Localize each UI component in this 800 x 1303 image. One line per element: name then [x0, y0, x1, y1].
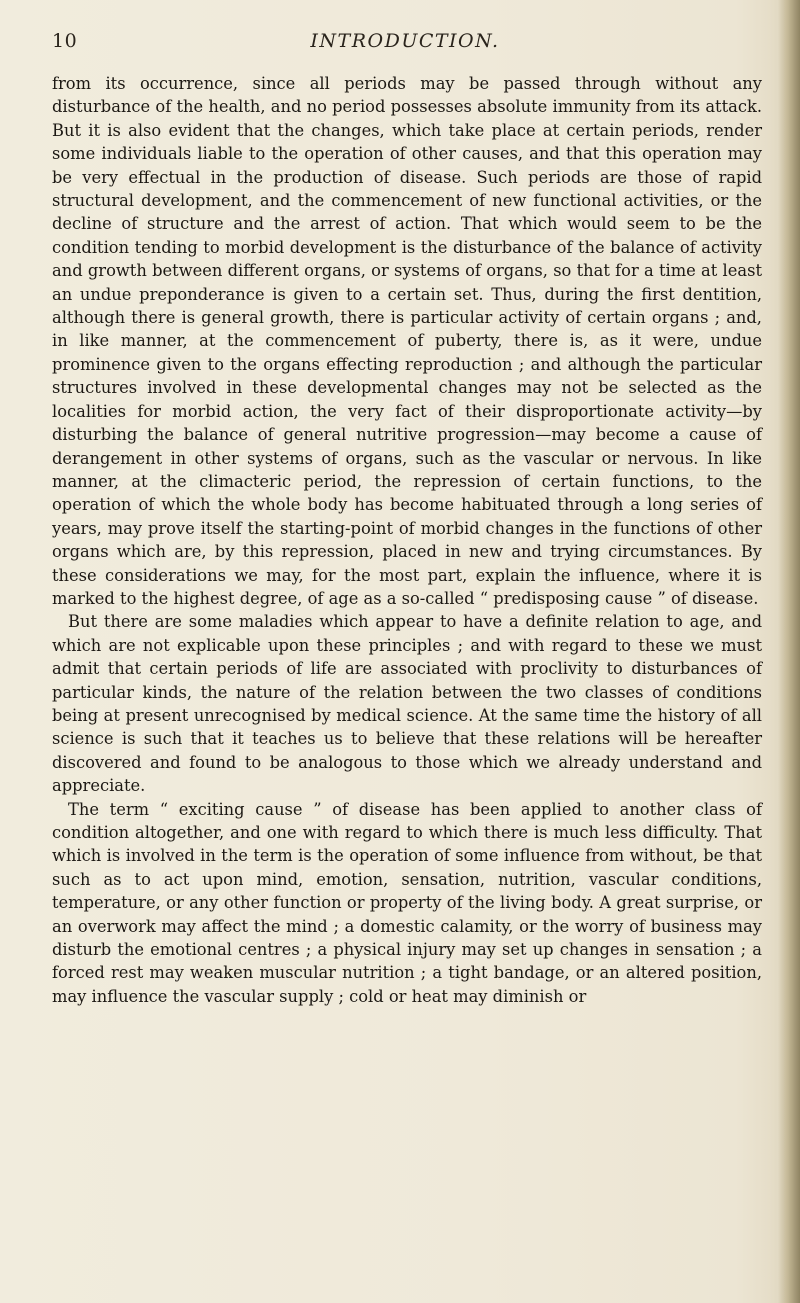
- page-number: 10: [52, 30, 78, 52]
- running-head: [52, 30, 758, 60]
- running-head-title: INTRODUCTION.: [310, 30, 500, 52]
- paragraph-3: The term “ exciting cause ” of disease has been applied to another class of condition altogether, and one with regard to which there is much less difficulty. That which is involved in the term is the operation of some influence from without, be that such as to act upon mind, emotion, sensation, nutrition, vascular conditions, temperature, or any other function or property of the living body. A great surprise, or an overwork may affect the mind ; a domestic calamity, or the worry of business may disturb the emotional centres ; a physical injury may set up changes in sensation ; a forced rest may weaken muscular nutrition ; a tight bandage, or an altered position, may influence the vascular supply ; cold or heat may diminish or: [52, 799, 762, 1006]
- page-binding-edge: [778, 0, 800, 1303]
- body-text: [52, 72, 762, 1008]
- paragraph-1: from its occurrence, since all periods may be passed through without any disturbance of the health, and no period possesses absolute immunity from its attack. But it is also evident that the changes, which take place at certain periods, render some individuals liable to the operation of other causes, and that this operation may be very effectual in the production of disease. Such periods are those of rapid structural development, and the commencement of new functional activities, or the decline of structure and the arrest of action. That which would seem to be the condition tending to morbid development is the disturbance of the balance of activity and growth between different organs, or systems of organs, so that for a time at least an undue preponderance is given to a certain set. Thus, during the first dentition, although there is general growth, there is particular activity of certain organs ; and, in like manner, at the commencement of puberty, there is, as it were, undue prominence given to the organs effecting reproduction ; and although the particular structures involved in these developmental changes may not be selected as the localities for morbid action, the very fact of their disproportionate activity—by disturbing the balance of general nutritive progression—may become a cause of derangement in other systems of organs, such as the vascular or nervous. In like manner, at the climacteric period, the repression of certain functions, to the operation of which the whole body has become habituated through a long series of years, may prove itself the starting-point of morbid changes in the functions of other organs which are, by this repression, placed in new and trying circumstances. By these considerations we may, for the most part, explain the influence, where it is marked to the highest degree, of age as a so-called “ predisposing cause ” of disease.: [52, 74, 762, 608]
- paragraph-2: But there are some maladies which appear to have a definite relation to age, and which are not explicable upon these principles ; and with regard to these we must admit that certain periods of life are associated with proclivity to disturbances of particular kinds, the nature of the relation between the two classes of conditions being at present unrecognised by medical science. At the same time the history of all science is such that it teaches us to believe that these relations will be hereafter discovered and found to be analogous to those which we already understand and appreciate.: [52, 612, 762, 796]
